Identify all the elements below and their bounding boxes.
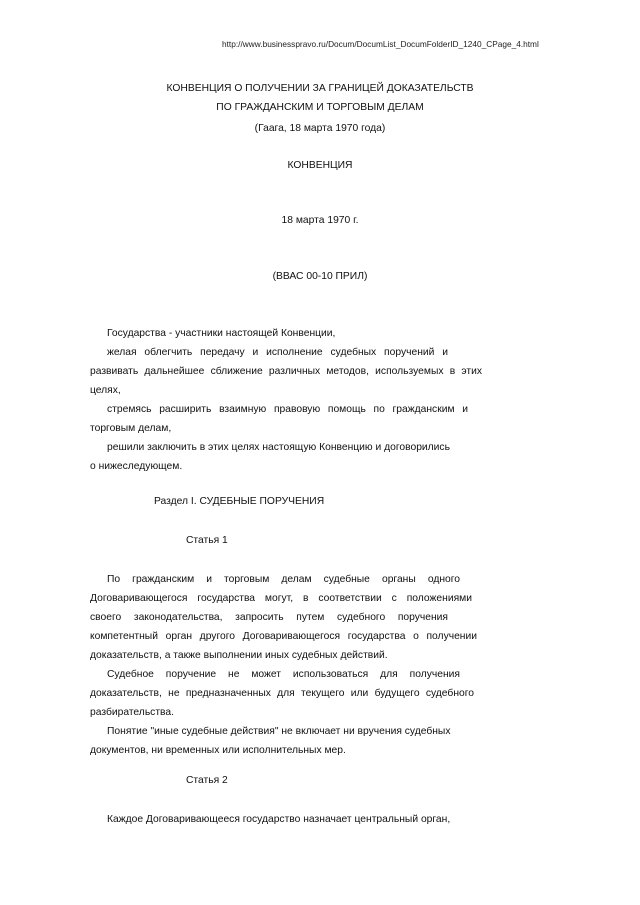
text-line: торговым делам,: [90, 423, 172, 434]
text-line: доказательств, а также выполнении иных судебных действий.: [90, 650, 388, 661]
text-line: желая облегчить передачу и исполнение судебных поручений и: [107, 347, 448, 358]
text-line: стремясь расширить взаимную правовую помощь по гражданским и: [107, 404, 468, 415]
title-line: ПО ГРАЖДАНСКИМ И ТОРГОВЫМ ДЕЛАМ: [216, 102, 424, 113]
text-line: Судебное поручение не может использоваться для получения: [107, 669, 460, 680]
page-url: http://www.businesspravo.ru/Docum/DocumList_DocumFolderID_1240_CPage_4.html: [222, 39, 539, 49]
article-heading: Статья 2: [186, 775, 228, 786]
text-line: Понятие "иные судебные действия" не включает ни вручения судебных: [107, 726, 451, 737]
text-line: решили заключить в этих целях настоящую Конвенцию и договорились: [107, 442, 450, 453]
text-line: Государства - участники настоящей Конвенции,: [107, 328, 336, 339]
text-line: Договаривающегося государства могут, в соответствии с положениями: [90, 593, 472, 604]
text-line: о нижеследующем.: [90, 461, 183, 472]
section-heading: Раздел I. СУДЕБНЫЕ ПОРУЧЕНИЯ: [154, 496, 325, 507]
text-line: Каждое Договаривающееся государство назначает центральный орган,: [107, 814, 451, 825]
title-line: (Гаага, 18 марта 1970 года): [254, 123, 386, 134]
text-line: развивать дальнейшее сближение различных методов, используемых в этих: [90, 366, 482, 377]
text-line: документов, ни временных или исполнительных мер.: [90, 745, 346, 756]
article-heading: Статья 1: [186, 535, 228, 546]
subtitle: КОНВЕНЦИЯ: [287, 160, 353, 171]
title-line: КОНВЕНЦИЯ О ПОЛУЧЕНИИ ЗА ГРАНИЦЕЙ ДОКАЗАТЕЛЬСТВ: [166, 83, 474, 94]
document-date: 18 марта 1970 г.: [281, 215, 359, 226]
text-line: доказательств, не предназначенных для текущего или будущего судебного: [90, 688, 474, 699]
document-code: (ВВАС 00-10 ПРИЛ): [272, 271, 368, 282]
text-line: компетентный орган другого Договаривающегося государства о получении: [90, 631, 477, 642]
text-line: своего законодательства, запросить путем судебного поручения: [90, 612, 448, 623]
text-line: разбирательства.: [90, 707, 174, 718]
text-line: целях,: [90, 385, 121, 396]
text-line: По гражданским и торговым делам судебные органы одного: [107, 574, 460, 585]
